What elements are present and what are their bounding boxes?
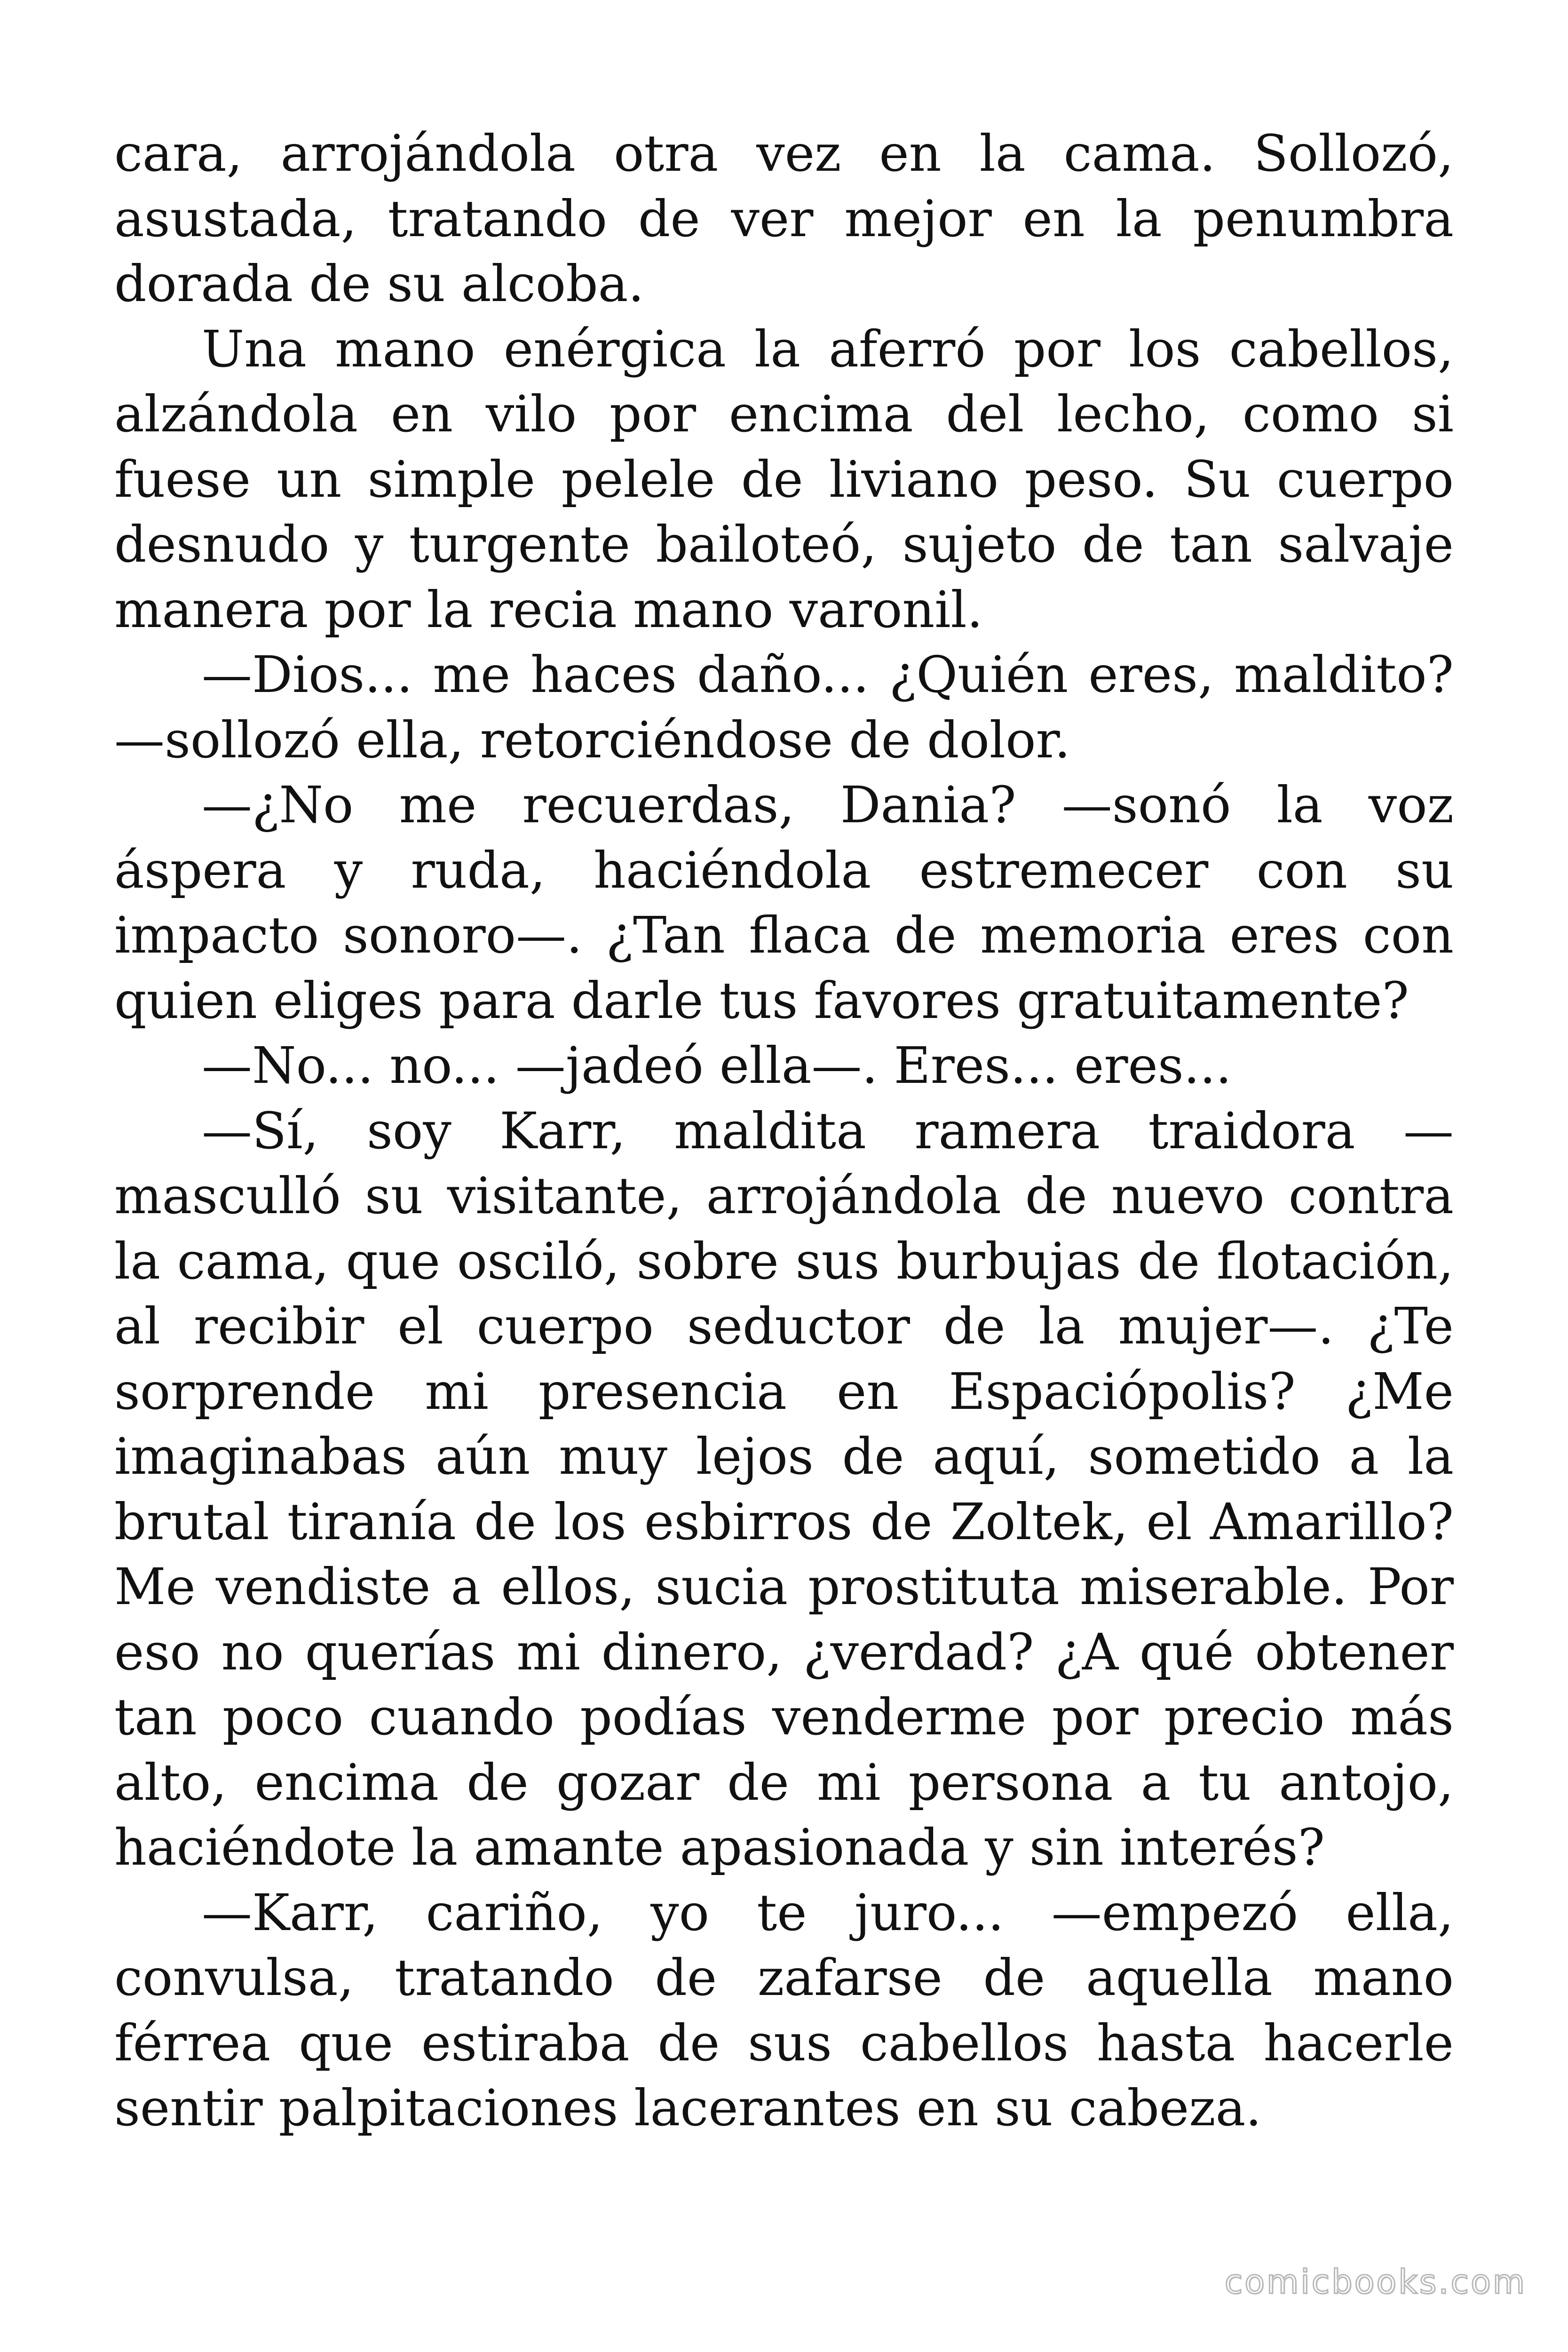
paragraph: —Dios... me haces daño... ¿Quién eres, maldito? —sollozó ella, retorciéndose de dolor.: [114, 646, 1454, 770]
paragraph: Una mano enérgica la aferró por los cabellos, alzándola en vilo por encima del lecho, como si fuese un simple pelele de liviano peso. Su cuerpo desnudo y turgente bailoteó, sujeto de tan salvaje manera por la recia mano varonil.: [114, 320, 1454, 639]
paragraph: —No... no... —jadeó ella—. Eres... eres...: [202, 1037, 1232, 1095]
paragraph: cara, arrojándola otra vez en la cama. Sollozó, asustada, tratando de ver mejor en la penumbra dorada de su alcoba.: [114, 125, 1454, 313]
paragraph: —Karr, cariño, yo te juro... —empezó ella, convulsa, tratando de zafarse de aquella mano férrea que estiraba de sus cabellos hasta hacerle sentir palpitaciones lacerantes en su cabeza.: [114, 1883, 1454, 2137]
body-text: [114, 121, 1454, 2141]
paragraph: —Sí, soy Karr, maldita ramera traidora —masculló su visitante, arrojándola de nuevo contra la cama, que osciló, sobre sus burbujas de flotación, al recibir el cuerpo seductor de la mujer—. ¿Te sorprende mi presencia en Espaciópolis? ¿Me imaginabas aún muy lejos de aquí, sometido a la brutal tiranía de los esbirros de Zoltek, el Amarillo? Me vendiste a ellos, sucia prostituta miserable. Por eso no querías mi dinero, ¿verdad? ¿A qué obtener tan poco cuando podías venderme por precio más alto, encima de gozar de mi persona a tu antojo, haciéndote la amante apasionada y sin interés?: [114, 1102, 1454, 1877]
paragraph: —¿No me recuerdas, Dania? —sonó la voz áspera y ruda, haciéndola estremecer con su impacto sonoro—. ¿Tan flaca de memoria eres con quien eliges para darle tus favores gratuitamente?: [114, 776, 1454, 1030]
watermark: comicbooks.com: [1224, 2263, 1527, 2301]
